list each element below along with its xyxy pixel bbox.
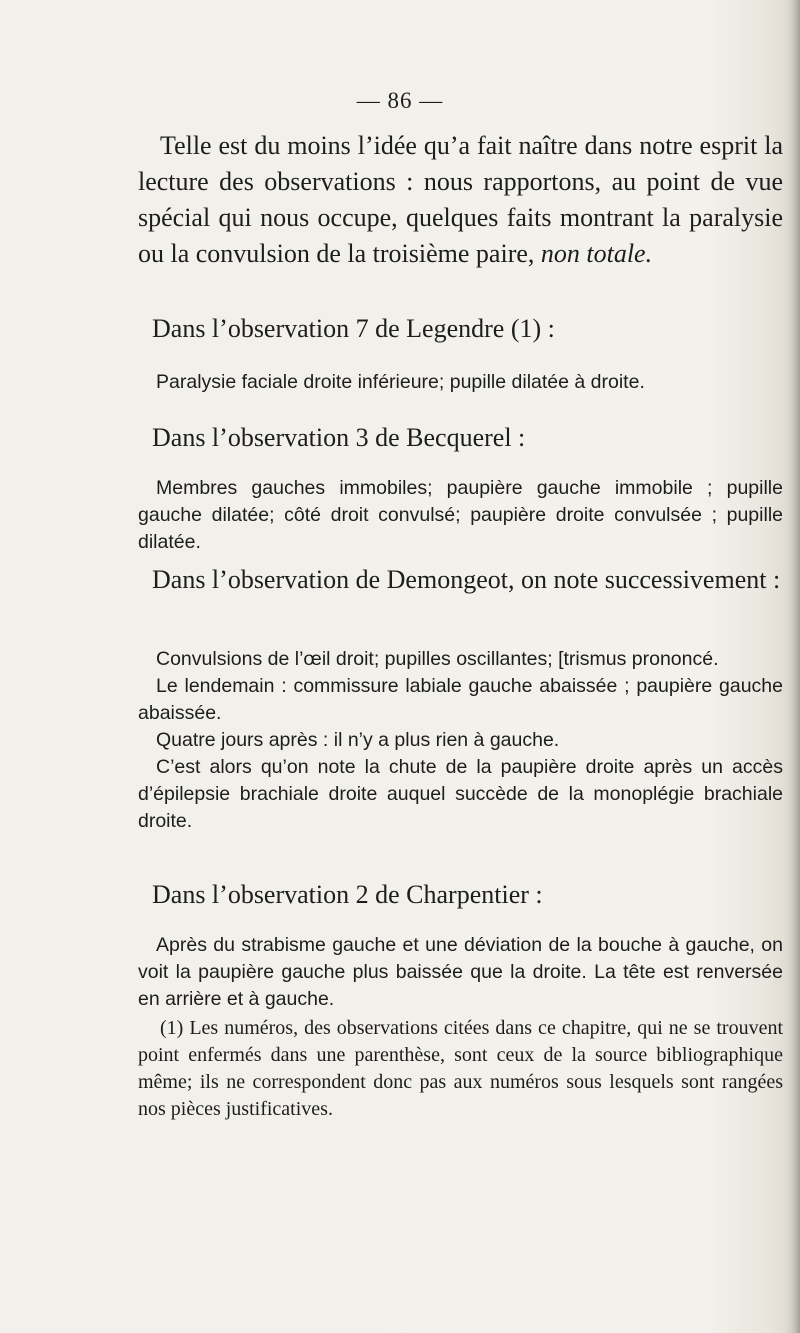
footnote xyxy=(138,1015,783,1123)
observation-demongeot xyxy=(138,646,783,835)
observation-charpentier xyxy=(138,932,783,1013)
observation-paragraph: C’est alors qu’on note la chute de la paupière droite après un accès d’épilepsie brachiale droite auquel succède de la monoplégie brachiale droite. xyxy=(138,756,783,832)
observation-legendre xyxy=(138,369,783,396)
observation-paragraph: Après du strabisme gauche et une déviation de la bouche à gauche, on voit la paupière gauche plus baissée que la droite. La tête est renversée en arrière et à gauche. xyxy=(138,934,783,1010)
intro-italic-text: non totale. xyxy=(540,239,653,268)
section-heading-becquerel: Dans l’observation 3 de Becquerel : xyxy=(152,423,526,452)
footnote-text: (1) Les numéros, des observations citées dans ce chapitre, qui ne se trouvent point enfermés dans une parenthèse, sont ceux de la source bibliographique même; ils ne correspondent donc pas aux numéros sous lesquels sont rangées nos pièces justificatives. xyxy=(138,1017,783,1120)
observation-paragraph: Le lendemain : commissure labiale gauche abaissée ; paupière gauche abaissée. xyxy=(138,675,783,724)
observation-paragraph: Membres gauches immobiles; paupière gauche immobile ; pupille gauche dilatée; côté droit convulsé; paupière droite convulsée ; pupille dilatée. xyxy=(138,477,783,553)
page-edge-shadow xyxy=(786,0,800,1333)
observation-becquerel xyxy=(138,475,783,556)
intro-text: Telle est du moins l’idée qu’a fait naître dans notre esprit la lecture des observations : nous rapportons, au point de vue spécial qui nous occupe, quelques faits montrant la paralysie ou la convulsion de la troisième paire, xyxy=(138,131,783,268)
observation-paragraph: Convulsions de l’œil droit; pupilles oscillantes; [trismus prononcé. xyxy=(156,648,719,670)
section-heading-demongeot: Dans l’observation de Demongeot, on note successivement : xyxy=(152,565,781,594)
section-heading-charpentier: Dans l’observation 2 de Charpentier : xyxy=(152,880,543,909)
page-number: — 86 — xyxy=(356,88,444,113)
observation-paragraph: Paralysie faciale droite inférieure; pupille dilatée à droite. xyxy=(156,371,645,393)
section-heading-legendre: Dans l’observation 7 de Legendre (1) : xyxy=(152,314,555,343)
intro-paragraph xyxy=(138,128,783,272)
observation-paragraph: Quatre jours après : il n’y a plus rien à gauche. xyxy=(156,729,560,751)
